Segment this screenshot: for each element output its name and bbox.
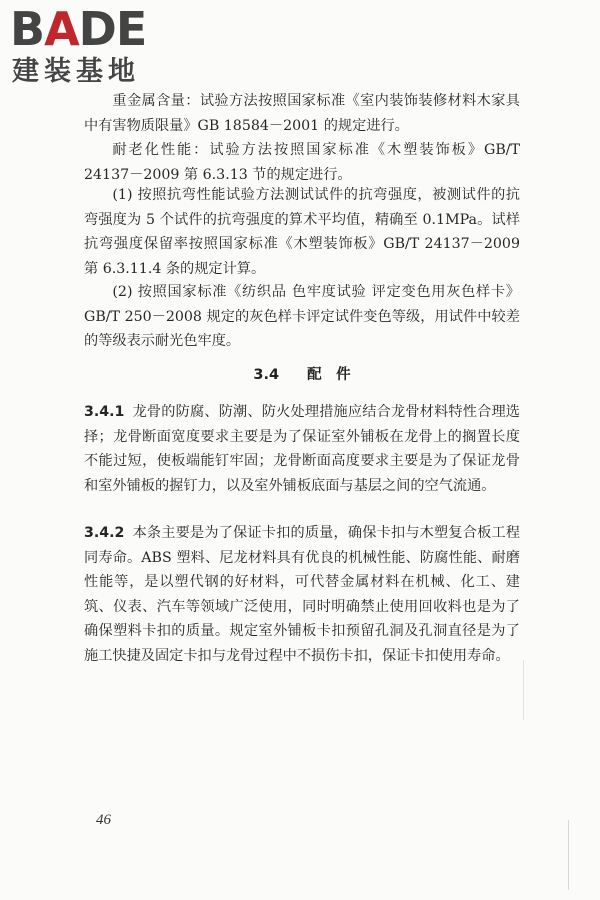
clause-paragraph bbox=[84, 521, 520, 668]
clause-text: 龙骨的防腐、防潮、防火处理措施应结合龙骨材料特性合理选择；龙骨断面宽度要求主要是为了保证室外铺板在龙骨上的搁置长度不能过短，使板端能钉牢固；龙骨断面高度要求主要是为了保证龙骨和室外铺板的握钉力，以及室外铺板底面与基层之间的空气流通。 bbox=[84, 404, 520, 494]
paragraph-text: 重金属含量：试验方法按照国家标准《室内装饰装修材料木家具中有害物质限量》GB 18584－2001 的规定进行。 bbox=[84, 93, 520, 134]
section-title-text: 配 件 bbox=[307, 367, 351, 383]
clause-3-4-2 bbox=[84, 521, 520, 668]
paragraph-text: (1) 按照抗弯性能试验方法测试试件的抗弯强度，被测试件的抗弯强度为 5 个试件的抗弯强度的算术平均值，精确至 0.1MPa。试样抗弯强度保留率按照国家标准《木塑装饰板》GB/T 24137－2009 第 6.3.11.4 条的规定计算。 bbox=[84, 187, 520, 277]
section-number: 3.4 bbox=[253, 367, 280, 383]
paragraph-text: (2) 按照国家标准《纺织品 色牢度试验 评定变色用灰色样卡》GB/T 250－2008 规定的灰色样卡评定试件变色等级，用试件中较差的等级表示耐光色牢度。 bbox=[84, 284, 520, 349]
logo-letter-b: B bbox=[10, 2, 45, 56]
watermark-logo bbox=[10, 4, 180, 94]
paragraph-aging bbox=[84, 138, 520, 187]
clause-text: 本条主要是为了保证卡扣的质量，确保卡扣与木塑复合板工程同寿命。ABS 塑料、尼龙材料具有优良的机械性能、防腐性能、耐磨性能等，是以塑代钢的好材料，可代替金属材料在机械、化工、建筑、仪表、汽车等领域广泛使用，同时明确禁止使用回收料也是为了确保塑料卡扣的质量。规定室外铺板卡扣预留孔洞及孔洞直径是为了施工快捷及固定卡扣与龙骨过程中不损伤卡扣，保证卡扣使用寿命。 bbox=[84, 525, 520, 664]
section-heading bbox=[84, 363, 520, 387]
paragraph-aging-item-2 bbox=[84, 280, 520, 354]
clause-3-4-1 bbox=[84, 400, 520, 498]
paragraph-heavy-metal bbox=[84, 89, 520, 138]
clause-paragraph bbox=[84, 400, 520, 498]
paragraph-aging-item-1 bbox=[84, 183, 520, 281]
scan-artifact-line bbox=[568, 820, 569, 890]
logo-letter-a: A bbox=[44, 2, 79, 56]
logo-wordmark bbox=[10, 4, 146, 54]
logo-subtitle: 建装基地 bbox=[12, 56, 140, 87]
scan-artifact-line bbox=[523, 660, 524, 720]
clause-number: 3.4.2 bbox=[84, 525, 125, 541]
page-number: 46 bbox=[96, 812, 111, 828]
logo-letters-de: DE bbox=[78, 2, 147, 56]
paragraph-text: 耐老化性能：试验方法按照国家标准《木塑装饰板》GB/T 24137－2009 第 6.3.13 节的规定进行。 bbox=[84, 142, 520, 183]
clause-number: 3.4.1 bbox=[84, 404, 125, 420]
